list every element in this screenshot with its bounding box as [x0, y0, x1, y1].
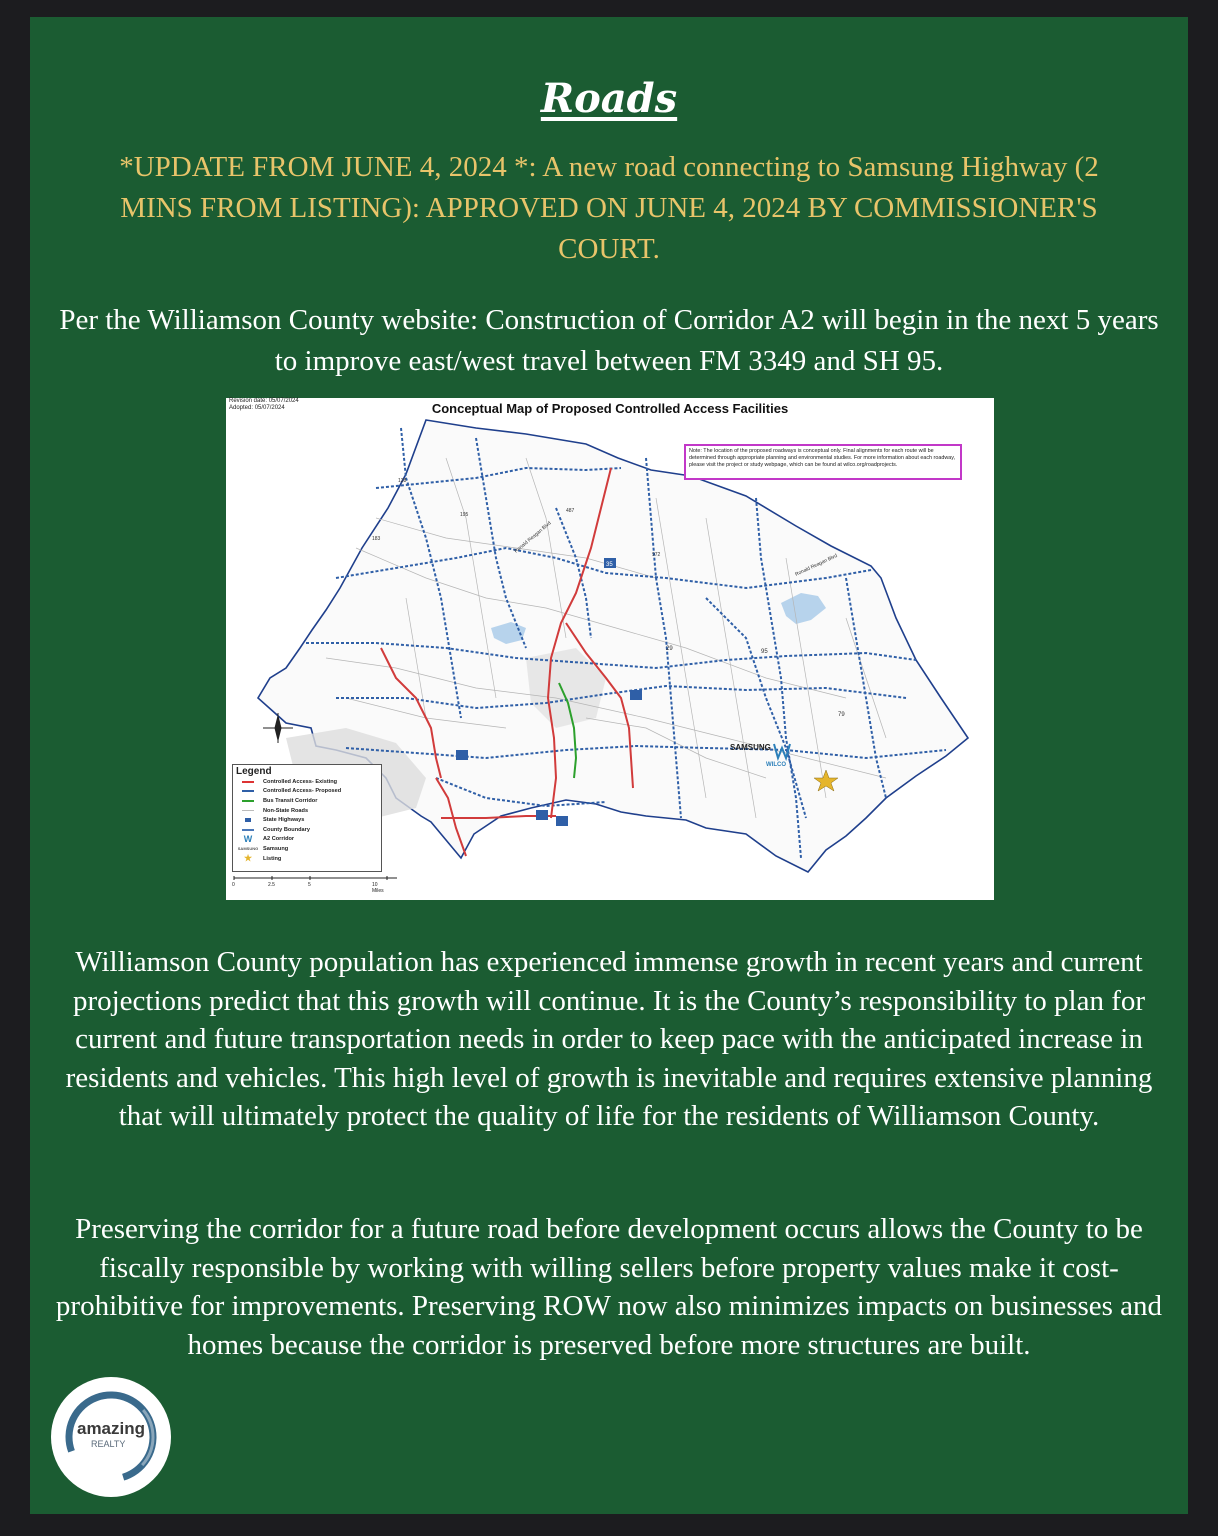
paragraph-corridor: Preserving the corridor for a future road before development occurs allows the County to be fiscally responsible by working with willing sellers before property values make it cost-prohibitive for improvements. Preserving ROW now also minimizes impacts on businesses and homes because the corridor is preserved before more structures are built. [55, 1213, 1163, 1361]
legend-item: State Highways [233, 815, 381, 825]
legend-item: Non-State Roads [233, 806, 381, 816]
legend-item: County Boundary [233, 825, 381, 835]
intro-text: Per the Williamson County website: Construction of Corridor A2 will begin in the next 5 years to improve east/west travel between FM 3349 and SH 95. [59, 304, 1159, 377]
road-label-i35: 35 [606, 562, 613, 568]
star-icon: ★ [243, 853, 253, 864]
legend-samsung-symbol: SAMSUNG [237, 846, 259, 852]
map-note: Note: The location of the proposed roadways is conceptual only. Final alignments for each route will be determined through appropriate planning and environmental studies. For more information about each roadway, please visit the project or study webpage, which can be found at wilco.org/roadprojects. [684, 444, 962, 480]
map-legend [232, 764, 382, 872]
logo-name: amazing [76, 1419, 146, 1438]
map-revision: Revision date: 05/07/2024 [229, 398, 299, 404]
logo-sub: REALTY [91, 1439, 126, 1449]
road-label-487: 487 [566, 508, 575, 514]
road-label-972: 972 [652, 552, 661, 558]
map-adopted: Adopted: 05/07/2024 [229, 405, 285, 411]
road-label-183: 183 [372, 536, 381, 542]
flyer-panel [30, 17, 1188, 1514]
conceptual-map [226, 398, 994, 900]
legend-item: W A2 Corridor [243, 833, 295, 844]
road-label-79: 79 [838, 712, 845, 718]
update-notice: *UPDATE FROM JUNE 4, 2024 *: A new road connecting to Samsung Highway (2 MINS FROM LISTING): APPROVED ON JUNE 4, 2024 BY COMMISSIONER'S COURT. [119, 151, 1099, 265]
scale-label: 0 [232, 882, 235, 888]
samsung-label: SAMSUNG [730, 743, 771, 752]
road-label-195: 195 [460, 512, 469, 518]
scale-label: 10 Miles [372, 882, 384, 894]
paragraph-growth: Williamson County population has experienced immense growth in recent years and current projections predict that this growth will continue. It is the County’s responsibility to plan for current and future transportation needs in order to keep pace with the anticipated increase in residents and vehicles. This high level of growth is inevitable and requires extensive planning that will ultimately protect the quality of life for the residents of Williamson County. [65, 946, 1153, 1132]
map-title: Conceptual Map of Proposed Controlled Access Facilities [431, 401, 789, 416]
legend-item: Controlled Access- Proposed [233, 787, 381, 797]
page-title: Roads [540, 75, 678, 122]
road-label-ronald-reagan-2: Ronald Reagan Blvd [794, 552, 839, 578]
company-logo [51, 1377, 171, 1497]
road-label-138: 138 [398, 478, 407, 484]
scale-bar [232, 876, 402, 881]
road-label-ronald-reagan-1: Ronald Reagan Blvd [513, 520, 553, 555]
wilco-label: WILCO [766, 762, 786, 768]
legend-title: Legend [236, 766, 272, 777]
scale-label: 2.5 [268, 882, 275, 888]
legend-item: ★ Listing [243, 853, 282, 864]
road-label-95: 95 [761, 649, 768, 655]
scale-label: 5 [308, 882, 311, 888]
legend-item: Controlled Access- Existing [233, 777, 381, 787]
road-label-29: 29 [666, 646, 673, 652]
legend-item: Bus Transit Corridor [233, 796, 381, 806]
legend-item: SAMSUNG Samsung [237, 845, 289, 852]
